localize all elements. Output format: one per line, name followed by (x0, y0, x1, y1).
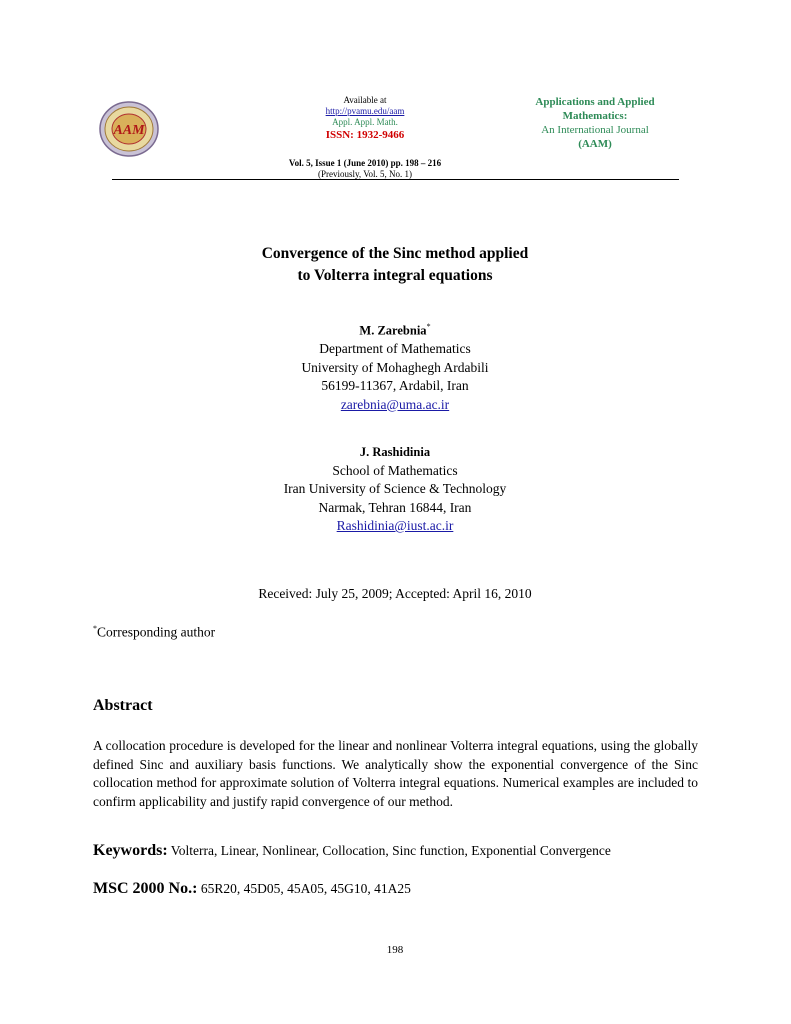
journal-logo (98, 100, 160, 158)
header-divider (112, 179, 679, 180)
journal-name-line3: An International Journal (541, 124, 649, 136)
title-line1: Convergence of the Sinc method applied (261, 245, 529, 262)
page-number: 198 (386, 944, 404, 956)
journal-name-line2: Mathematics: (562, 110, 628, 122)
volume-info (230, 158, 500, 180)
abstract-heading: Abstract (93, 697, 153, 714)
title-line2: to Volterra integral equations (297, 267, 493, 284)
volume-issue: Vol. 5, Issue 1 (June 2010) pp. 198 – 216 (288, 158, 442, 168)
journal-url-link[interactable]: http://pvamu.edu/aam (325, 106, 405, 116)
author1-address: 56199-11367, Ardabil, Iran (321, 378, 469, 393)
author1-dept: Department of Mathematics (319, 341, 471, 356)
author2-address: Narmak, Tehran 16844, Iran (318, 499, 472, 515)
author1-name: M. Zarebnia (359, 323, 427, 338)
author1-univ: University of Mohaghegh Ardabili (301, 359, 489, 375)
author1-block (195, 318, 595, 414)
available-at-label: Available at (343, 95, 387, 105)
msc-classification (93, 880, 411, 898)
author2-block (195, 443, 595, 536)
issn-label: ISSN: 1932-9466 (325, 129, 405, 141)
author1-mark: * (426, 322, 431, 331)
keywords-text: Volterra, Linear, Nonlinear, Collocation, Sinc function, Exponential Convergence (170, 843, 611, 858)
abstract-body: A collocation procedure is developed for the linear and nonlinear Volterra integral equations, using the globally defined Sinc and auxiliary basis functions. We analytically show the exponential convergence of the Sinc collocation method for approximate solution of Volterra integral equations. Numerical examples are included to confirm applicability and justify rapid convergence of our method. (93, 738, 698, 809)
journal-name-line4: (AAM) (578, 138, 612, 150)
keywords-heading: Keywords: (93, 842, 168, 859)
author2-univ: Iran University of Science & Technology (283, 481, 507, 496)
corresponding-author-note (93, 624, 215, 641)
journal-name-line1: Applications and Applied (535, 96, 655, 108)
msc-heading: MSC 2000 No.: (93, 880, 198, 897)
author1-email-link[interactable]: zarebnia@uma.ac.ir (340, 396, 450, 412)
corresponding-text: Corresponding author (97, 624, 216, 640)
journal-availability (255, 95, 475, 142)
author2-dept: School of Mathematics (332, 462, 458, 478)
received-dates: Received: July 25, 2009; Accepted: April 16, 2010 (258, 586, 532, 601)
author2-email-link[interactable]: Rashidinia@iust.ac.ir (336, 518, 454, 533)
logo-text: AAM (113, 123, 145, 138)
journal-abbreviation: Appl. Appl. Math. (332, 117, 398, 127)
previously-note: (Previously, Vol. 5, No. 1) (317, 169, 413, 179)
paper-title (120, 243, 670, 287)
journal-name-block (515, 95, 675, 151)
keywords (93, 842, 713, 860)
corresponding-mark: * (93, 624, 97, 633)
author2-name: J. Rashidinia (359, 445, 431, 459)
msc-text: 65R20, 45D05, 45A05, 45G10, 41A25 (200, 881, 411, 896)
